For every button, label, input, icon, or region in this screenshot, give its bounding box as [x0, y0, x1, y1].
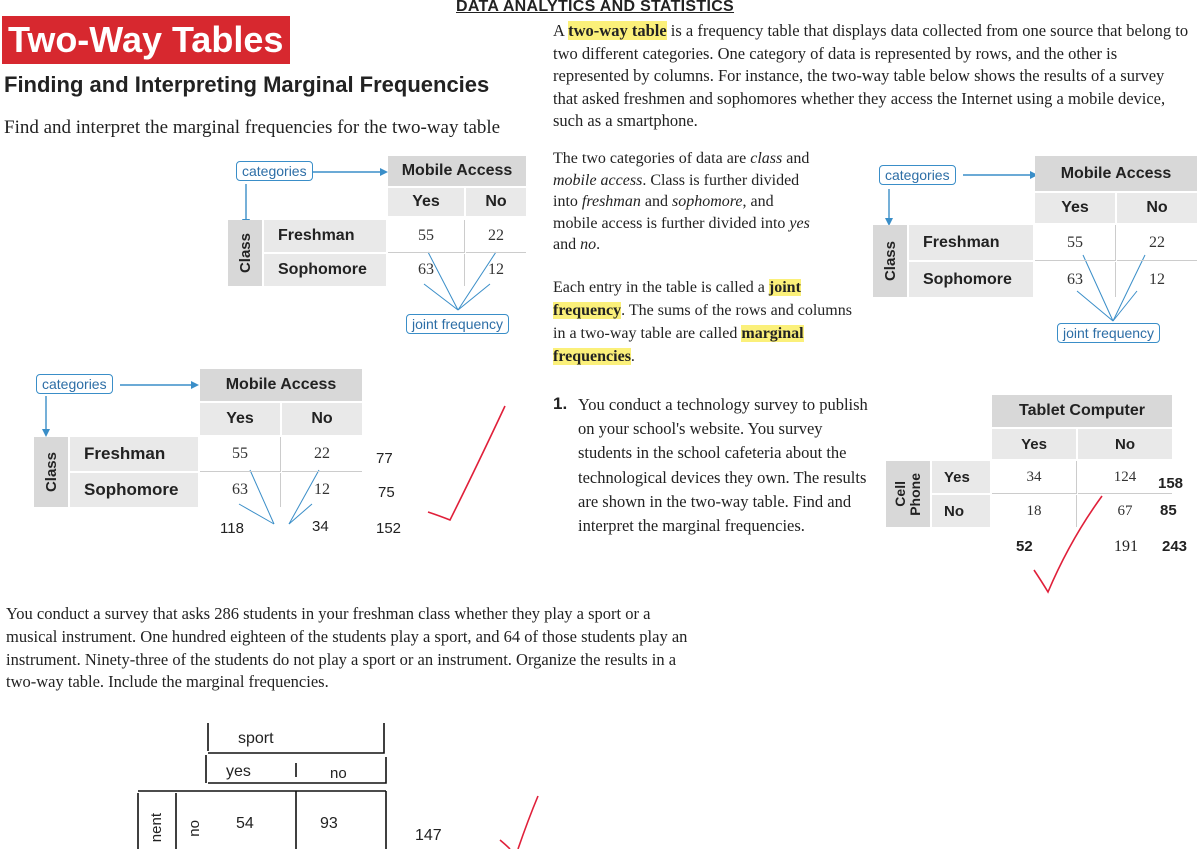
row-header-instrument: nent	[147, 813, 165, 843]
cell-no-yes: 54	[236, 815, 254, 832]
intro-text-cont: is a frequency table that displays data collected from one source that belong to two different categories. One category of data is represented by rows, and the other is represented by columns. For instance, the two-way table below shows the results of a survey that asked freshmen and sophomores whether they access the Internet using a mobile device, such as a smartphone.	[553, 21, 1189, 130]
intro-text: A	[553, 21, 569, 40]
joint-frequency-paragraph: Each entry in the table is called a joint frequency. The sums of the rows and columns in a two-way table are called marginal frequencies.	[553, 279, 852, 365]
section-subtitle: Finding and Interpreting Marginal Frequencies	[4, 72, 490, 97]
col-header-tablet: Tablet Computer	[992, 395, 1172, 427]
row-yes: Yes	[932, 461, 990, 493]
row-no: No	[932, 495, 990, 527]
col-total-yes: 52	[1016, 538, 1033, 555]
categories-paragraph: The two categories of data are class and mobile access. Class is further divided into freshman and sophomore, and mobile access is further divided into yes and no.	[553, 150, 810, 253]
col-no: No	[1078, 429, 1172, 459]
cell-no-yes: 18	[992, 495, 1077, 527]
course-title: DATA ANALYTICS AND STATISTICS	[456, 0, 735, 15]
row-total-no: 147	[415, 827, 442, 844]
categories-label: categories	[879, 165, 956, 185]
joint-frequency-label: joint frequency	[1057, 323, 1160, 343]
handdrawn-table	[130, 715, 470, 849]
exercise-1-number: 1.	[553, 394, 568, 413]
cell-freshman-yes: 55	[388, 220, 465, 253]
col-total-no: 34	[312, 518, 329, 535]
check-mark-2	[1030, 490, 1110, 600]
col-no: No	[1117, 193, 1197, 223]
mobile-access-table-a	[228, 150, 528, 350]
row-sophomore: Sophomore	[264, 254, 386, 286]
col-total-no: 191	[1114, 538, 1138, 555]
cell-no-no: 93	[320, 815, 338, 832]
cell-sophomore-yes: 63	[388, 254, 465, 286]
row-freshman: Freshman	[264, 220, 386, 252]
cell-yes-yes: 34	[992, 461, 1077, 494]
categories-label: categories	[36, 374, 113, 394]
worked-example-table	[34, 366, 414, 546]
row-freshman: Freshman	[70, 437, 198, 471]
cell-freshman-yes: 55	[1035, 225, 1116, 261]
col-yes: Yes	[1035, 193, 1115, 223]
col-no: no	[330, 765, 347, 782]
cell-freshman-yes: 55	[200, 437, 281, 472]
term-marginal-frequencies: marginal frequencies	[553, 325, 804, 365]
row-no: no	[185, 819, 203, 837]
instruction-text: Find and interpret the marginal frequencies for the two-way table	[4, 117, 501, 138]
col-header-mobile-access: Mobile Access	[1035, 156, 1197, 191]
exercise-1-text: You conduct a technology survey to publish on your school's website. You survey students in the school cafeteria about the technological devices they own. The results are shown in the two-way table. Find and interpret the marginal frequencies.	[578, 395, 868, 536]
row-header-cell-phone	[886, 461, 930, 527]
cell-yes-no: 124	[1078, 461, 1172, 494]
row-total-freshman: 77	[376, 450, 393, 467]
grand-total: 243	[1162, 538, 1188, 555]
intro-paragraph	[553, 20, 1193, 133]
cell-freshman-no: 22	[1117, 225, 1197, 261]
col-header-mobile-access: Mobile Access	[388, 156, 526, 186]
col-no: No	[282, 403, 362, 435]
cell-sophomore-no: 12	[488, 261, 504, 278]
row-total-yes: 158	[1158, 475, 1184, 492]
lesson-title: Two-Way Tables	[2, 16, 290, 64]
row-freshman: Freshman	[909, 225, 1033, 260]
col-total-yes: 118	[220, 520, 244, 537]
row-total-sophomore: 75	[378, 484, 395, 501]
row-total-no: 85	[1160, 502, 1177, 519]
row-header-cell: Cell	[892, 481, 908, 507]
sport-header: sport	[238, 730, 274, 747]
categories-label: categories	[236, 161, 313, 181]
term-joint-frequency: joint frequency	[553, 279, 801, 319]
cell-sophomore-no: 12	[314, 481, 330, 498]
cell-no-no: 67	[1117, 502, 1133, 519]
check-mark-1	[420, 400, 510, 530]
col-header-mobile-access: Mobile Access	[200, 369, 362, 401]
exercise-2-text: You conduct a survey that asks 286 students in your freshman class whether they play a sport or a musical instrument. One hundred eighteen of the students play a sport, and 64 of those students play an instrument. Ninety-three of the students do not play a sport or an instrument. Organize the results in a two-way table. Include the marginal frequencies.	[6, 604, 688, 692]
row-header-class: Class	[873, 225, 907, 297]
row-header-phone: Phone	[907, 472, 923, 516]
cell-sophomore-yes: 63	[1035, 262, 1116, 297]
cell-freshman-no: 22	[282, 437, 362, 472]
col-no: No	[466, 188, 526, 216]
row-header-class: Class	[228, 220, 262, 286]
col-yes: yes	[226, 763, 251, 780]
row-sophomore: Sophomore	[70, 473, 198, 507]
joint-frequency-label: joint frequency	[406, 314, 509, 334]
mobile-access-table-b	[873, 153, 1198, 358]
col-yes: Yes	[388, 188, 464, 216]
term-two-way-table: two-way table	[568, 21, 667, 40]
grand-total: 152	[376, 520, 402, 537]
row-header-class: Class	[34, 437, 68, 507]
cell-freshman-no: 22	[466, 220, 526, 253]
check-mark-3	[496, 790, 546, 849]
col-yes: Yes	[200, 403, 280, 435]
col-yes: Yes	[992, 429, 1076, 459]
row-sophomore: Sophomore	[909, 262, 1033, 297]
cell-sophomore-no: 12	[1149, 270, 1165, 288]
cell-sophomore-yes: 63	[200, 473, 281, 507]
